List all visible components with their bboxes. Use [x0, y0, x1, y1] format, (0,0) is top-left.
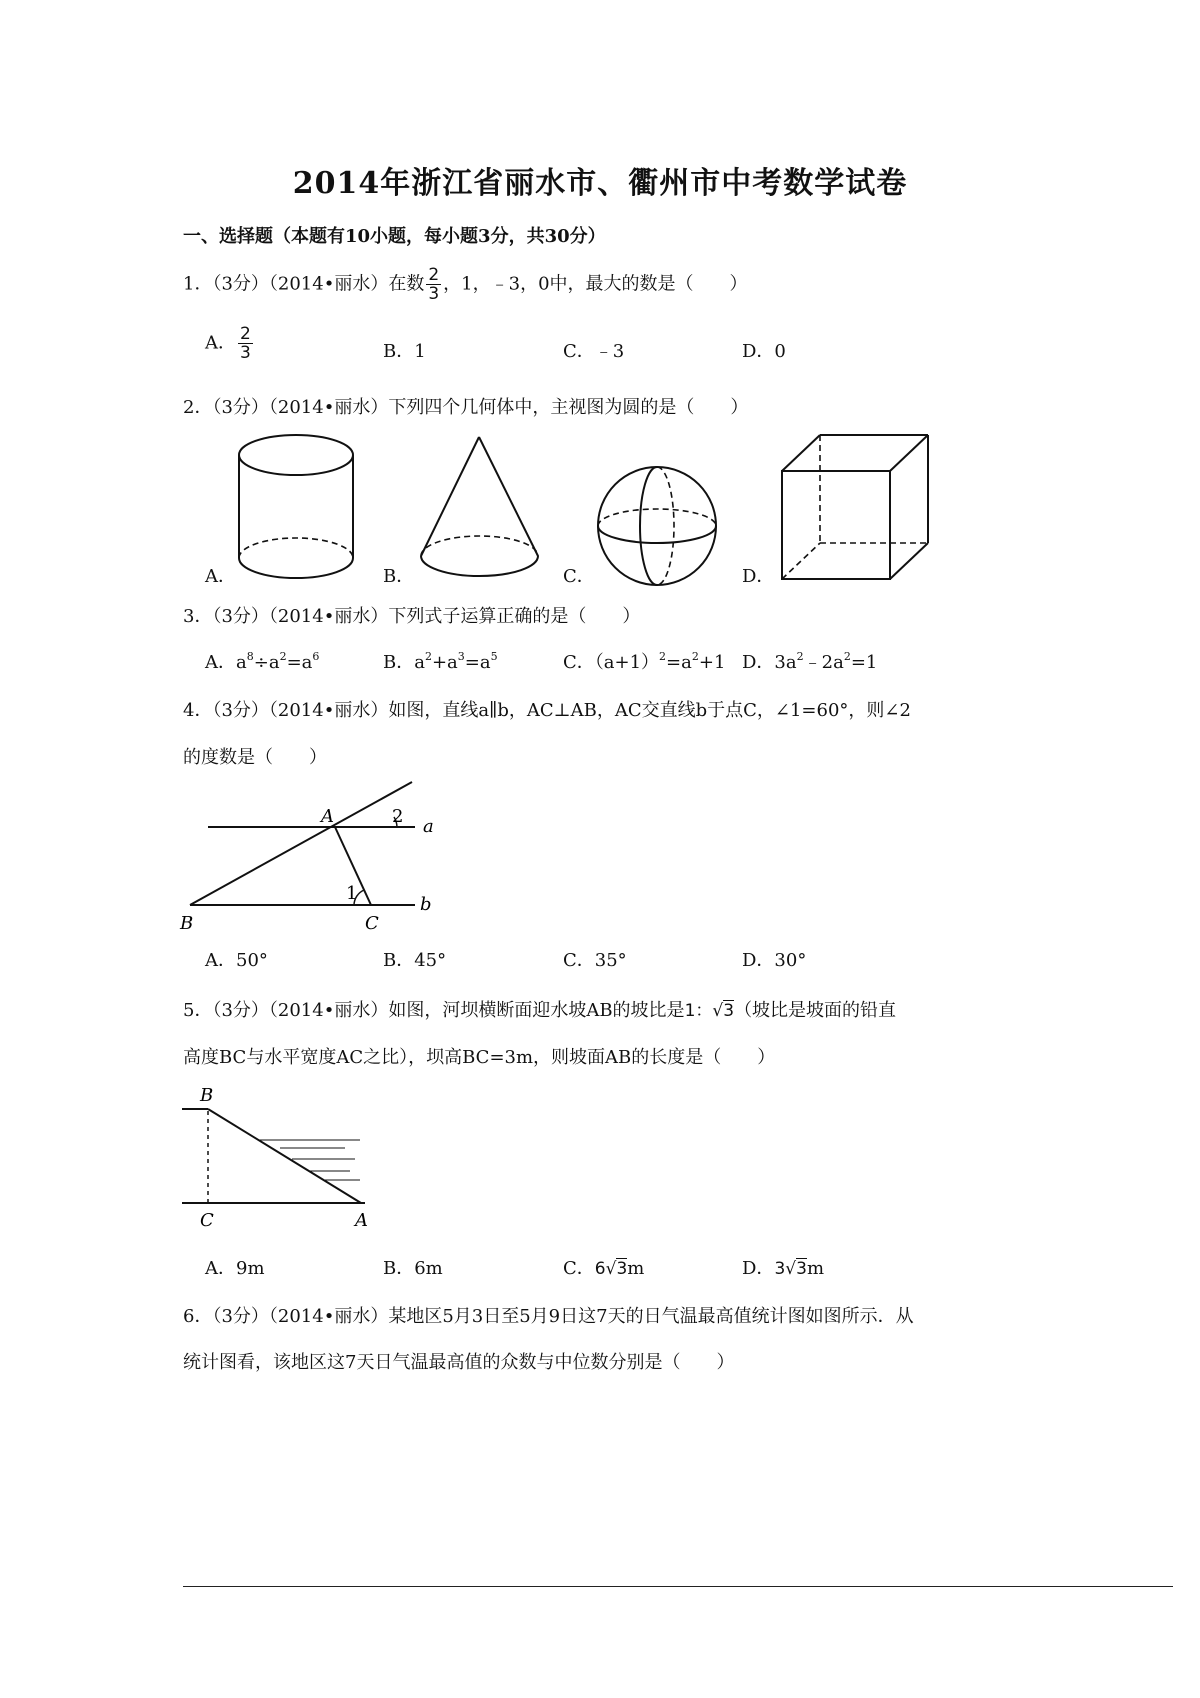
- cube-figure: [780, 433, 930, 583]
- q2-option-a: A．: [205, 566, 236, 587]
- sqrt-icon: √: [785, 1259, 797, 1279]
- question-3: 3．（3分）（2014•丽水）下列式子运算正确的是（ ）: [183, 606, 641, 627]
- question-2: 2．（3分）（2014•丽水）下列四个几何体中，主视图为圆的是（ ）: [183, 397, 749, 418]
- label-angle-1: 1: [346, 883, 358, 904]
- q1-option-d: D．0: [742, 341, 786, 362]
- question-4-line-1: 4．（3分）（2014•丽水）如图，直线a∥b，AC⊥AB，AC交直线b于点C，∠1=60°，则∠2: [183, 700, 911, 721]
- question-4-line-2: 的度数是（ ）: [183, 747, 327, 768]
- question-1-suffix: ，1，﹣3，0中，最大的数是（ ）: [443, 273, 748, 295]
- label-point-c: C: [200, 1210, 214, 1231]
- question-1: [183, 266, 748, 303]
- label-point-b: B: [200, 1085, 214, 1106]
- section-heading: 一、选择题（本题有10小题，每小题3分，共30分）: [183, 226, 606, 247]
- q3-option-c: C．$(a+1)^2=a^2+1$: [563, 650, 726, 673]
- q2-option-c: C．: [563, 566, 595, 587]
- q4-option-a: A．50°: [205, 950, 268, 971]
- slope-ratio: 1：√3: [684, 1001, 735, 1021]
- sqrt-icon: √: [605, 1259, 617, 1279]
- q2-option-d: D．: [742, 566, 775, 587]
- question-6-line-2: 统计图看，该地区这7天日气温最高值的众数与中位数分别是（ ）: [183, 1352, 735, 1373]
- q5-option-b: B．6m: [383, 1258, 443, 1279]
- footer-divider: [183, 1586, 1173, 1587]
- q5-option-a: A．9m: [205, 1258, 265, 1279]
- fraction-two-thirds: $\frac{2}{3}$: [428, 265, 440, 304]
- label-point-c: C: [365, 913, 379, 934]
- q5-option-c: C．6√3m: [563, 1258, 645, 1279]
- q5-option-d: D．3√3m: [742, 1258, 825, 1279]
- sqrt-icon: √: [712, 1001, 724, 1021]
- page-title: 2014年浙江省丽水市、衢州市中考数学试卷: [292, 166, 908, 201]
- q2-option-b: B．: [383, 566, 415, 587]
- label-line-a: a: [423, 816, 434, 837]
- q3-option-d: D．$3a^2﹣2a^2=1$: [742, 650, 878, 673]
- question-6-line-1: 6．（3分）（2014•丽水）某地区5月3日至5月9日这7天的日气温最高值统计图如图所示．从: [183, 1306, 914, 1327]
- sphere-figure: [596, 465, 718, 587]
- label-angle-2: 2: [392, 806, 404, 827]
- parallel-lines-figure: [180, 776, 440, 936]
- q3-option-b: B．$a^2+a^3=a^5$: [383, 650, 498, 673]
- q1-option-a: A． $\frac{2}{3}$: [205, 324, 251, 363]
- dam-cross-section-figure: [180, 1083, 380, 1233]
- q4-option-c: C．35°: [563, 950, 627, 971]
- question-1-prefix: 1．（3分）（2014•丽水）在数: [183, 273, 425, 295]
- label-point-a: A: [355, 1210, 368, 1231]
- question-5-line-1: 5．（3分）（2014•丽水）如图，河坝横断面迎水坡AB的坡比是1：√3（坡比是坡面的铅直: [183, 1000, 897, 1021]
- label-line-b: b: [420, 894, 432, 915]
- cone-figure: [418, 435, 543, 585]
- cylinder-figure: [236, 433, 356, 583]
- label-point-a: A: [321, 806, 334, 827]
- q1-option-b: B．1: [383, 341, 426, 362]
- q4-option-d: D．30°: [742, 950, 807, 971]
- q3-option-a: A．$a^8\div a^2=a^6$: [205, 650, 320, 673]
- label-point-b: B: [180, 913, 194, 934]
- q4-option-b: B．45°: [383, 950, 447, 971]
- q1-option-c: C．﹣3: [563, 341, 625, 362]
- question-5-line-2: 高度BC与水平宽度AC之比），坝高BC=3m，则坡面AB的长度是（ ）: [183, 1047, 776, 1068]
- fraction-two-thirds: $\frac{2}{3}$: [240, 324, 251, 363]
